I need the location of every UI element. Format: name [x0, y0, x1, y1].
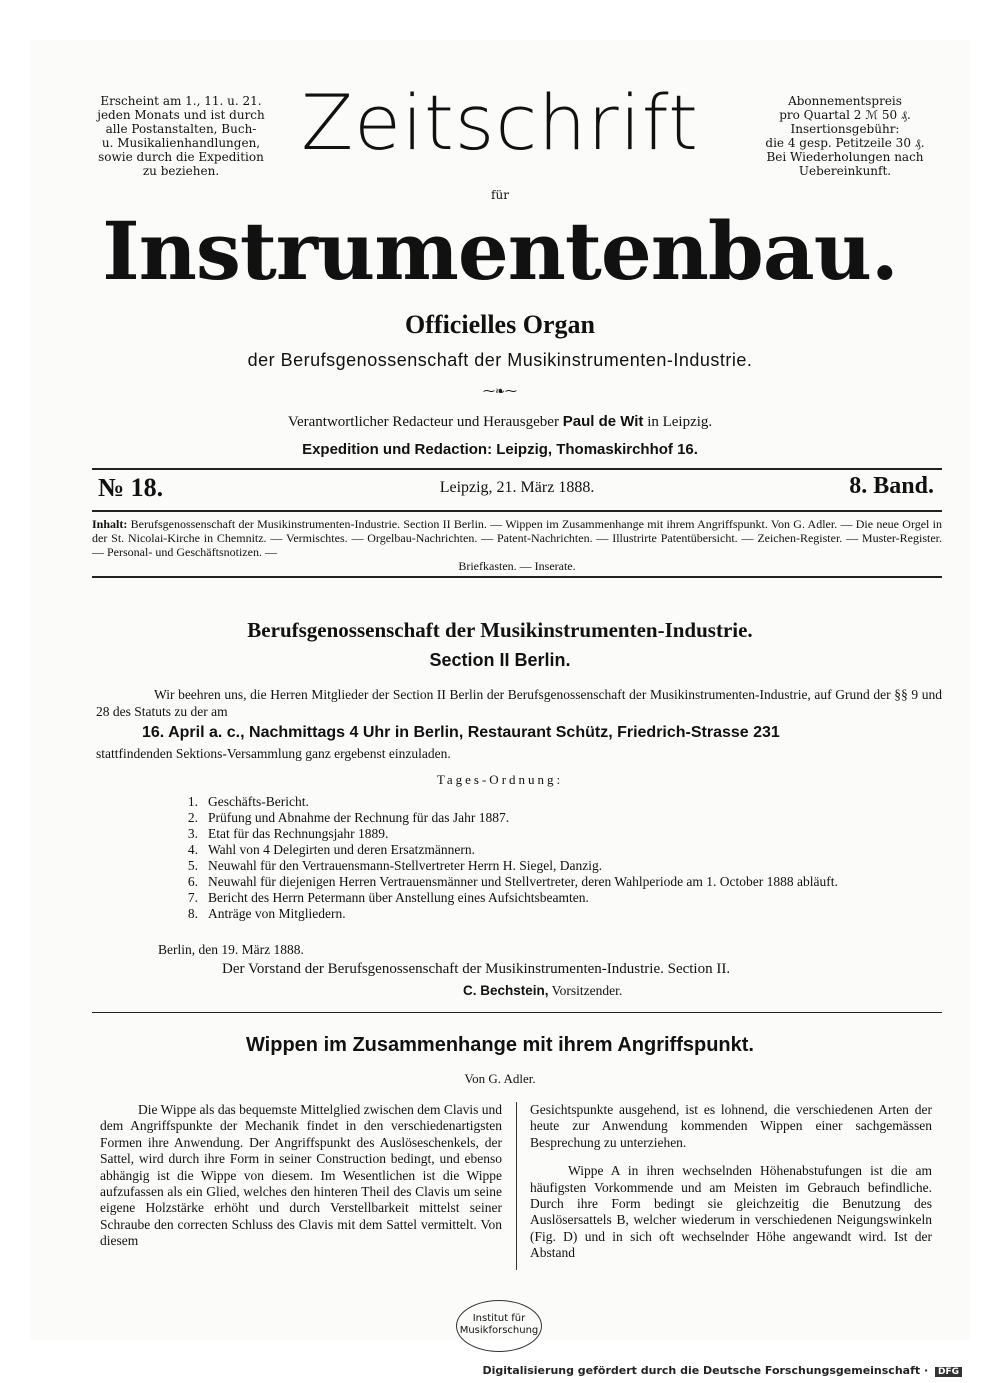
agenda-item [176, 826, 946, 842]
info-line: sowie durch die Expedition [98, 150, 264, 164]
ornament: ⁓❧⁓ [482, 384, 518, 398]
table-of-contents [92, 517, 942, 573]
agenda-number: 1. [187, 794, 198, 809]
agenda-number: 4. [187, 842, 198, 857]
info-line: Erscheint am 1., 11. u. 21. [100, 94, 262, 108]
issue-volume: 8. Band. [849, 473, 934, 499]
agenda-text: Anträge von Mitgliedern. [208, 906, 346, 921]
divider-rule [92, 468, 942, 470]
masthead-connector: für [491, 188, 509, 202]
agenda-text: Neuwahl für den Vertrauensmann-Stellvertreter Herrn H. Siegel, Danzig. [208, 858, 603, 873]
agenda-number: 7. [187, 890, 198, 905]
agenda-item [176, 794, 946, 810]
article-paragraph: Wippe A in ihren wechselnden Höhenabstufungen ist die am häufigsten Vorkommende und am Meisten im Gebrauch befindliche. Durch ihre Form bedingt sie gleichzeitig die Benutzung des Auslösersattels B, welcher wiederum in verschiedenen Neigungswinkeln (Fig. D) und in sich oft wechselnder Höhe angewandt wird. Ist der Abstand [530, 1163, 932, 1261]
info-line: Abonnementspreis [788, 94, 902, 108]
article-column-left [100, 1102, 502, 1262]
issue-bar [92, 473, 942, 505]
agenda-text: Bericht des Herrn Petermann über Anstellung eines Aufsichtsbeamten. [208, 890, 589, 905]
stamp-line: Institut für [472, 1313, 526, 1324]
digitization-credit [482, 1364, 962, 1377]
agenda-list [176, 794, 946, 922]
notice-after: stattfindenden Sektions-Versammlung ganz ergebenst einzuladen. [96, 746, 451, 761]
library-stamp [456, 1300, 542, 1352]
editor-line [0, 413, 1000, 431]
divider-rule [92, 576, 942, 578]
signer-role: Vorsitzender. [551, 983, 623, 998]
agenda-number: 3. [187, 826, 198, 841]
dfg-logo: DFG [935, 1367, 962, 1377]
info-line: pro Quartal 2 ℳ 50 ₰. [779, 108, 911, 122]
article-paragraph: Gesichtspunkte ausgehend, ist es lohnend, die verschiedenen Arten der heute zur Anwendung kommenden Wippen einer sachgemässen Besprechung zu unterziehen. [530, 1102, 932, 1150]
agenda-item [176, 890, 946, 906]
column-divider [516, 1102, 517, 1270]
agenda-item [176, 858, 946, 874]
agenda-item [176, 842, 946, 858]
agenda-text: Geschäfts-Bericht. [208, 794, 309, 809]
credit-text: Digitalisierung gefördert durch die Deutsche Forschungsgemeinschaft · [482, 1364, 929, 1377]
expedition-line: Expedition und Redaction: Leipzig, Thomaskirchhof 16. [302, 441, 698, 458]
agenda-text: Prüfung und Abnahme der Rechnung für das Jahr 1887. [208, 810, 510, 825]
stamp-line: Musikforschung [459, 1325, 539, 1336]
divider-rule [92, 1012, 942, 1013]
contents-label: Inhalt: [92, 517, 128, 531]
agenda-title: Tages-Ordnung: [436, 772, 564, 787]
info-line: Uebereinkunft. [798, 164, 892, 178]
info-line: Bei Wiederholungen nach [766, 150, 924, 164]
contents-last-line: Briefkasten. — Inserate. [458, 559, 576, 573]
issue-number: № 18. [98, 473, 164, 502]
editor-prefix: Verantwortlicher Redacteur und Herausgeber [287, 414, 559, 430]
info-line: alle Postanstalten, Buch- [105, 122, 257, 136]
divider-rule [92, 510, 942, 512]
agenda-text: Etat für das Rechnungsjahr 1889. [208, 826, 389, 841]
signer-name: C. Bechstein, [463, 983, 549, 998]
info-line: u. Musikalienhandlungen, [101, 136, 261, 150]
agenda-number: 2. [187, 810, 198, 825]
agenda-item [176, 874, 946, 890]
agenda-text: Wahl von 4 Delegirten und deren Ersatzmännern. [208, 842, 475, 857]
masthead-title-top: Zeitschrift [301, 78, 699, 167]
masthead-title-main: Instrumentenbau. [102, 204, 898, 298]
place-date: Berlin, den 19. März 1888. [158, 942, 304, 957]
meeting-line: 16. April a. c., Nachmittags 4 Uhr in Berlin, Restaurant Schütz, Friedrich-Strasse 231 [142, 724, 780, 741]
notice-intro: Wir beehren uns, die Herren Mitglieder der Section II Berlin der Berufsgenossenschaft der Musikinstrumenten-Industrie, auf Grund der §§ 9 und 28 des Statuts zu der am [96, 687, 942, 719]
info-line: die 4 gesp. Petitzeile 30 ₰. [765, 136, 925, 150]
signature-line: Der Vorstand der Berufsgenossenschaft der Musikinstrumenten-Industrie. Section II. [222, 961, 731, 977]
info-line: jeden Monats und ist durch [97, 108, 265, 122]
signer [463, 983, 622, 999]
notice-subheading: Section II Berlin. [429, 650, 571, 670]
agenda-text: Neuwahl für diejenigen Herren Vertrauensmänner und Stellvertreter, deren Wahlperiode am 1. October 1888 abläuft. [208, 874, 838, 889]
article-author: Von G. Adler. [464, 1071, 536, 1086]
contents-text: Berufsgenossenschaft der Musikinstrumenten-Industrie. Section II Berlin. — Wippen im Zusammenhange mit ihrem Angriffspunkt. Von G. Adler. — Die neue Orgel in der St. Nicolai-Kirche in Chemnitz. — Vermischtes. — Orgelbau-Nachrichten. — Patent-Nachrichten. — Illustrirte Patentübersicht. — Zeichen-Register. — Muster-Register. — Personal- und Geschäftsnotizen. — [92, 517, 942, 559]
editor-suffix: in Leipzig. [647, 414, 713, 430]
agenda-number: 5. [187, 858, 198, 873]
info-line: Insertionsgebühr: [790, 122, 900, 136]
article-heading: Wippen im Zusammenhange mit ihrem Angriffspunkt. [245, 1034, 754, 1056]
agenda-item [176, 810, 946, 826]
agenda-number: 6. [187, 874, 198, 889]
notice-heading: Berufsgenossenschaft der Musikinstrumenten-Industrie. [247, 618, 753, 642]
info-line: zu beziehen. [142, 164, 220, 178]
article-column-right [530, 1102, 932, 1274]
agenda-number: 8. [187, 906, 198, 921]
issue-date: Leipzig, 21. März 1888. [439, 479, 595, 496]
organ-subtitle: der Berufsgenossenschaft der Musikinstrumenten-Industrie. [247, 350, 753, 370]
agenda-item [176, 906, 946, 922]
editor-name: Paul de Wit [562, 413, 644, 430]
article-paragraph: Die Wippe als das bequemste Mittelglied zwischen dem Clavis und dem Angriffspunkte der Mechanik findet in den verschiedenartigsten Formen ihre Anwendung. Der Angriffspunkt des Auslöseschenkels, der Sattel, wird durch ihre Form in seiner Construction bedingt, und ebenso abhängig ist die Wippe von diesem. Im Wesentlichen ist die Wippe aufzufassen als ein Glied, welches den hinteren Theil des Clavis um seine eigene Holzstärke erhöht und durch Verstellbarkeit mittelst seiner Schraube den correcten Schluss des Clavis mit dem Sattel vermittelt. Von diesem [100, 1102, 503, 1249]
organ-title: Officielles Organ [405, 310, 595, 339]
